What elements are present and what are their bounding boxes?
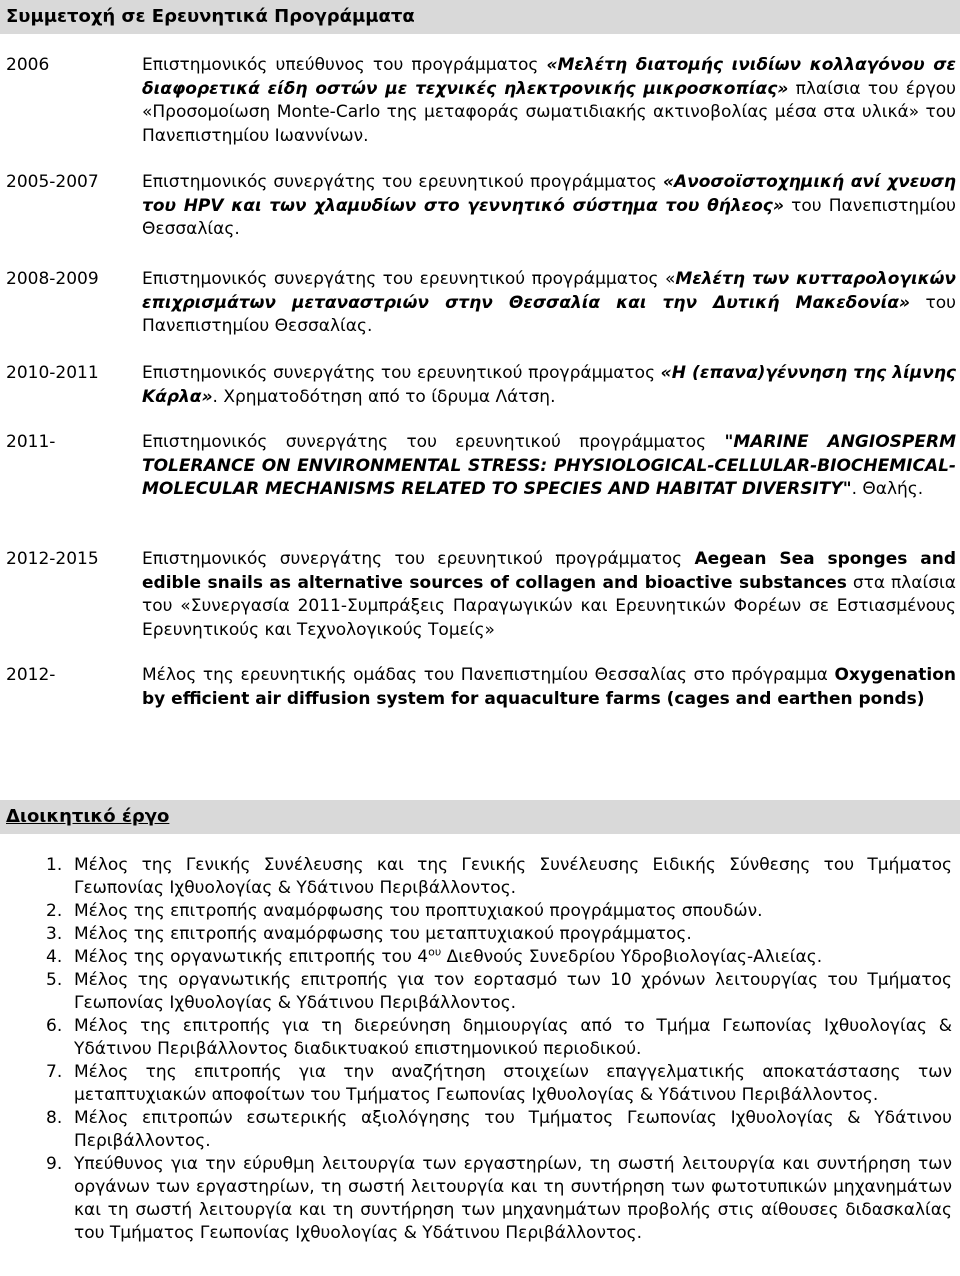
entry-year: 2008-2009	[6, 269, 99, 289]
list-item: 5. Μέλος της οργανωτικής επιτροπής για τον εορτασμό των 10 χρόνων λειτουργίας του Τμήματος Γεωπονίας Ιχθυολογίας & Υδάτινου Περιβάλλοντος.	[46, 970, 952, 1013]
entry-description: Επιστημονικός συνεργάτης του ερευνητικού προγράμματος «Ανοσοϊστοχημική ανί χνευση του HPV και των χλαμυδίων στο γεννητικό σύστημα του θήλεος» του Πανεπιστημίου Θεσσαλίας.	[142, 172, 956, 239]
research-entry-2005-2007	[6, 171, 956, 242]
entry-description: Μέλος της ερευνητικής ομάδας του Πανεπιστημίου Θεσσαλίας στο πρόγραμμα Oxygenation by efficient air diffusion system for aquaculture farms (cages and earthen ponds)	[142, 665, 956, 709]
list-item: 6. Μέλος της επιτροπής για τη διερεύνηση δημιουργίας από το Τμήμα Γεωπονίας Ιχθυολογίας & Υδάτινου Περιβάλλοντος διαδικτυακού επιστημονικού περιοδικού.	[46, 1016, 952, 1059]
research-entry-2012	[6, 664, 956, 711]
list-item: 2. Μέλος της επιτροπής αναμόρφωσης του προπτυχιακού προγράμματος σπουδών.	[46, 901, 763, 921]
list-item: 9. Υπεύθυνος για την εύρυθμη λειτουργία των εργαστηρίων, τη σωστή λειτουργία και συντήρηση των οργάνων των εργαστηρίων, τη σωστή λειτουργία και τη συντήρηση των φωτοτυπικών μηχανημάτων και τη σωστή λειτουργία και τη συντήρηση των μηχανημάτων προβολής στις αίθουσες διδασκαλίας του Τμήματος Γεωπονίας Ιχθυολογίας & Υδάτινου Περιβάλλοντος.	[46, 1154, 952, 1243]
list-item: 7. Μέλος της επιτροπής για την αναζήτηση στοιχείων επαγγελματικής αποκατάστασης των μεταπτυχιακών αποφοίτων του Τμήματος Γεωπονίας Ιχθυολογίας & Υδάτινου Περιβάλλοντος.	[46, 1062, 952, 1105]
entry-year: 2011-	[6, 432, 56, 452]
list-item: 8. Μέλος επιτροπών εσωτερικής αξιολόγησης του Τμήματος Γεωπονίας Ιχθυολογίας & Υδάτινου Περιβάλλοντος.	[46, 1108, 952, 1151]
entry-year: 2010-2011	[6, 363, 99, 383]
research-entry-2011	[6, 431, 956, 502]
entry-year: 2012-	[6, 665, 56, 685]
admin-list	[0, 854, 960, 1245]
entry-description: Επιστημονικός συνεργάτης του ερευνητικού προγράμματος Aegean Sea sponges and edible snails as alternative sources of collagen and bioactive substances στα πλαίσια του «Συνεργασία 2011-Συμπράξεις Παραγωγικών και Ερευνητικών Φορέων σε Εστιασμένους Ερευνητικούς και Τεχνολογικούς Τομείς»	[142, 549, 957, 640]
research-entry-2010-2011	[6, 362, 956, 409]
research-section-title: Συμμετοχή σε Ερευνητικά Προγράμματα	[0, 0, 960, 34]
list-item: 3. Μέλος της επιτροπής αναμόρφωσης του μεταπτυχιακού προγράμματος.	[46, 924, 692, 944]
entry-description: Επιστημονικός συνεργάτης του ερευνητικού προγράμματος "MARINE ANGIOSPERM TOLERANCE ON ENVIRONMENTAL STRESS: PHYSIOLOGICAL-CELLULAR-BIOCHEMICAL-MOLECULAR MECHANISMS RELATED TO SPECIES AND HABITAT DIVERSITY". Θαλής.	[142, 432, 956, 499]
research-entry-2012-2015	[6, 548, 956, 642]
entry-description: Επιστημονικός υπεύθυνος του προγράμματος «Μελέτη διατομής ινιδίων κολλαγόνου σε διαφορετικά είδη οστών με τεχνικές ηλεκτρονικής μικροσκοπίας» πλαίσια του έργου «Προσομοίωση Monte-Carlo της μεταφοράς σωματιδιακής ακτινοβολίας μέσα στα υλικά» του Πανεπιστημίου Ιωαννίνων.	[142, 55, 956, 146]
entry-description: Επιστημονικός συνεργάτης του ερευνητικού προγράμματος «Η (επανα)γέννηση της λίμνης Κάρλα». Χρηματοδότηση από το ίδρυμα Λάτση.	[142, 363, 956, 407]
list-item: 1. Μέλος της Γενικής Συνέλευσης και της Γενικής Συνέλευσης Ειδικής Σύνθεσης του Τμήματος Γεωπονίας Ιχθυολογίας & Υδάτινου Περιβάλλοντος.	[46, 855, 952, 898]
entry-year: 2005-2007	[6, 172, 99, 192]
research-entry-2008-2009	[6, 268, 956, 339]
list-item: 4. Μέλος της οργανωτικής επιτροπής του $4^{o\upsilon}$ Διεθνούς Συνεδρίου Υδροβιολογίας-Αλιείας.	[46, 945, 823, 967]
research-entry-2006	[6, 54, 956, 148]
entry-year: 2012-2015	[6, 549, 99, 569]
admin-section-title: Διοικητικό έργο	[0, 800, 960, 834]
entry-year: 2006	[6, 55, 50, 75]
entry-description: Επιστημονικός συνεργάτης του ερευνητικού προγράμματος «Μελέτη των κυτταρολογικών επιχρισμάτων μεταναστριών στην Θεσσαλία και την Δυτική Μακεδονία» του Πανεπιστημίου Θεσσαλίας.	[142, 269, 957, 336]
